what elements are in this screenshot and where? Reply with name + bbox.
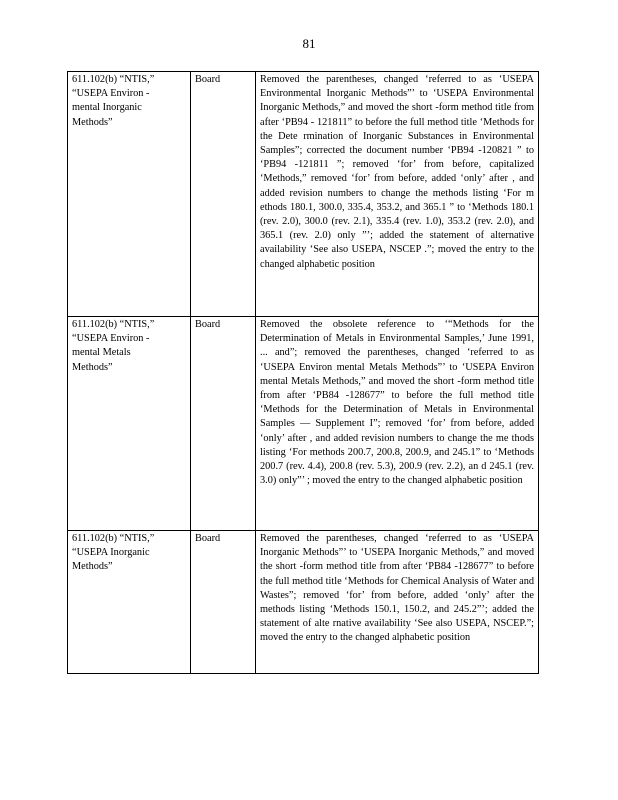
table-row: [68, 531, 539, 674]
source-cell: Board: [191, 72, 256, 317]
page-number: 81: [302, 36, 316, 51]
description-cell: Removed the parentheses, changed ‘referred to as ‘USEPA Inorganic Methods”’ to ‘USEPA Inorganic Methods,” and moved the short -form method title from after ‘PB84 -128677” to before the full method title ‘Methods for Chemical Analysis of Water and Wastes”; removed ‘for’ from before, added ‘only’ after the methods listing ‘Methods 150.1, 150.2, and 245.2”’; added the statement of alte rnative availability ‘See also USEPA, NSCEP.”; moved the entry to the changed alphabetic position: [256, 531, 539, 674]
section-cell: 611.102(b) “NTIS,” “USEPA Environ - mental Inorganic Methods”: [68, 72, 191, 317]
section-cell: 611.102(b) “NTIS,” “USEPA Inorganic Methods”: [68, 531, 191, 674]
table-row: [68, 72, 539, 317]
table-row: [68, 317, 539, 531]
section-cell: 611.102(b) “NTIS,” “USEPA Environ - mental Metals Methods”: [68, 317, 191, 531]
description-cell: Removed the obsolete reference to ‘“Methods for the Determination of Metals in Environmental Samples,’ June 1991, ... and”; removed the parentheses, changed ‘referred to as ‘USEPA Environ mental Metals Methods”’ to ‘USEPA Environ mental Metals Methods,” and moved the short -form method title from after ‘PB84 -128677” to before the full method title ‘Methods for the Determination of Metals in Environmental Samples — Supplement I”; removed ‘for’ from before, added ‘only’ after , and added revision numbers to change the me thods listing ‘For methods 200.7, 200.8, 200.9, and 245.1” to ‘Methods 200.7 (rev. 4.4), 200.8 (rev. 5.3), 200.9 (rev. 2.2), an d 245.1 (rev. 3.0) only”’ ; moved the entry to the changed alphabetic position: [256, 317, 539, 531]
description-cell: Removed the parentheses, changed ‘referred to as ‘USEPA Environmental Inorganic Methods”’ to ‘USEPA Environmental Inorganic Methods,” and moved the short -form method title from after ‘PB94 - 121811” to before the full method title ‘Methods for the Dete rmination of Inorganic Substances in Environmental Samples”; corrected the document number ‘PB94 -120821 ” to ‘PB94 -121811 ”; removed ‘for’ from before, capitalized ‘Methods,” removed ‘for’ from before, added ‘only’ after , and added revision numbers to change the methods listing ‘For m ethods 180.1, 300.0, 335.4, 353.2, and 365.1 ” to ‘Methods 180.1 (rev. 2.0), 300.0 (rev. 2.1), 335.4 (rev. 1.0), 353.2 (rev. 2.0), and 365.1 (rev. 2.0) only ”’; added the statement of alternative availability ‘See also USEPA, NSCEP .”; moved the entry to the changed alphabetic position: [256, 72, 539, 317]
source-cell: Board: [191, 317, 256, 531]
source-cell: Board: [191, 531, 256, 674]
changes-table: [67, 71, 539, 674]
